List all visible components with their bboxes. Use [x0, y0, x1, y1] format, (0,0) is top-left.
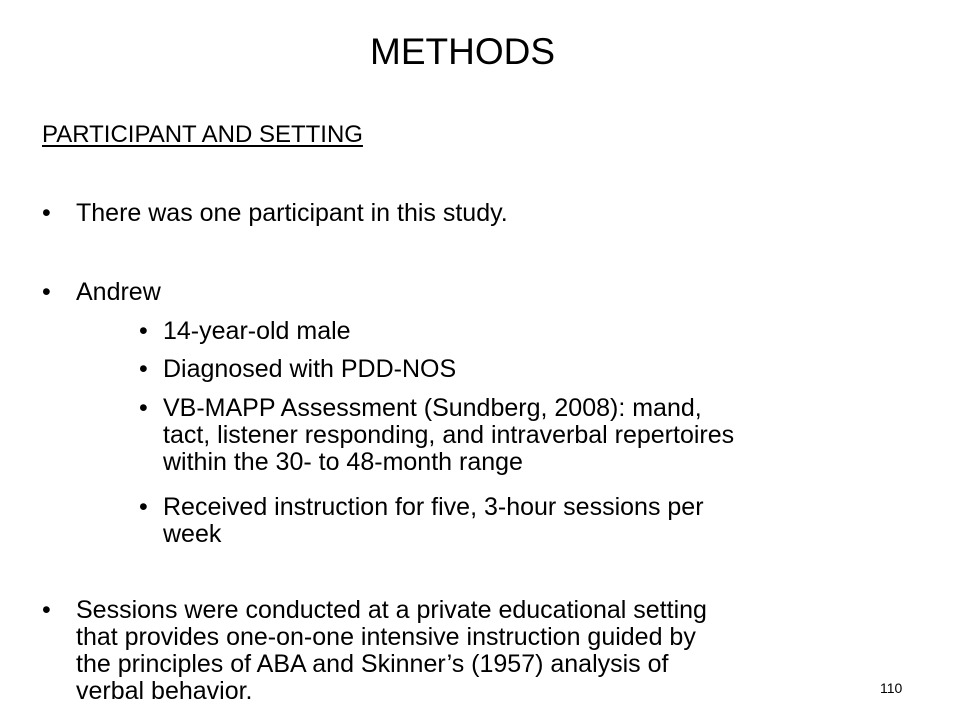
bullet-dot: • — [42, 278, 51, 306]
bullet-text-line-2: that provides one-on-one intensive instruction guided by — [76, 623, 696, 651]
bullet-text: There was one participant in this study. — [76, 199, 508, 227]
bullet-text-line-2: tact, listener responding, and intraverbal repertoires — [163, 421, 735, 449]
bullet-dot: • — [139, 493, 148, 521]
bullet-text: Diagnosed with PDD-NOS — [163, 355, 457, 383]
bullet-text-line-1: Sessions were conducted at a private educational setting — [76, 596, 707, 624]
bullet-dot: • — [42, 596, 51, 624]
bullet-text-line-4: verbal behavior. — [76, 677, 253, 705]
bullet-text-line-1: Received instruction for five, 3-hour sessions per — [163, 493, 704, 521]
bullet-dot: • — [139, 394, 148, 422]
bullet-text: Andrew — [76, 278, 161, 306]
bullet-text-line-2: week — [163, 520, 222, 548]
bullet-dot: • — [42, 199, 51, 227]
bullet-dot: • — [139, 355, 148, 383]
bullet-text-line-3: the principles of ABA and Skinner’s (1957) analysis of — [76, 650, 669, 678]
bullet-text-line-3: within the 30- to 48-month range — [163, 448, 523, 476]
slide-title: METHODS — [370, 31, 555, 72]
section-heading: PARTICIPANT AND SETTING — [42, 121, 363, 148]
bullet-text-line-1: VB-MAPP Assessment (Sundberg, 2008): mand, — [163, 394, 702, 422]
page-number: 110 — [880, 680, 903, 696]
bullet-dot: • — [139, 317, 148, 345]
bullet-text: 14-year-old male — [163, 317, 351, 345]
